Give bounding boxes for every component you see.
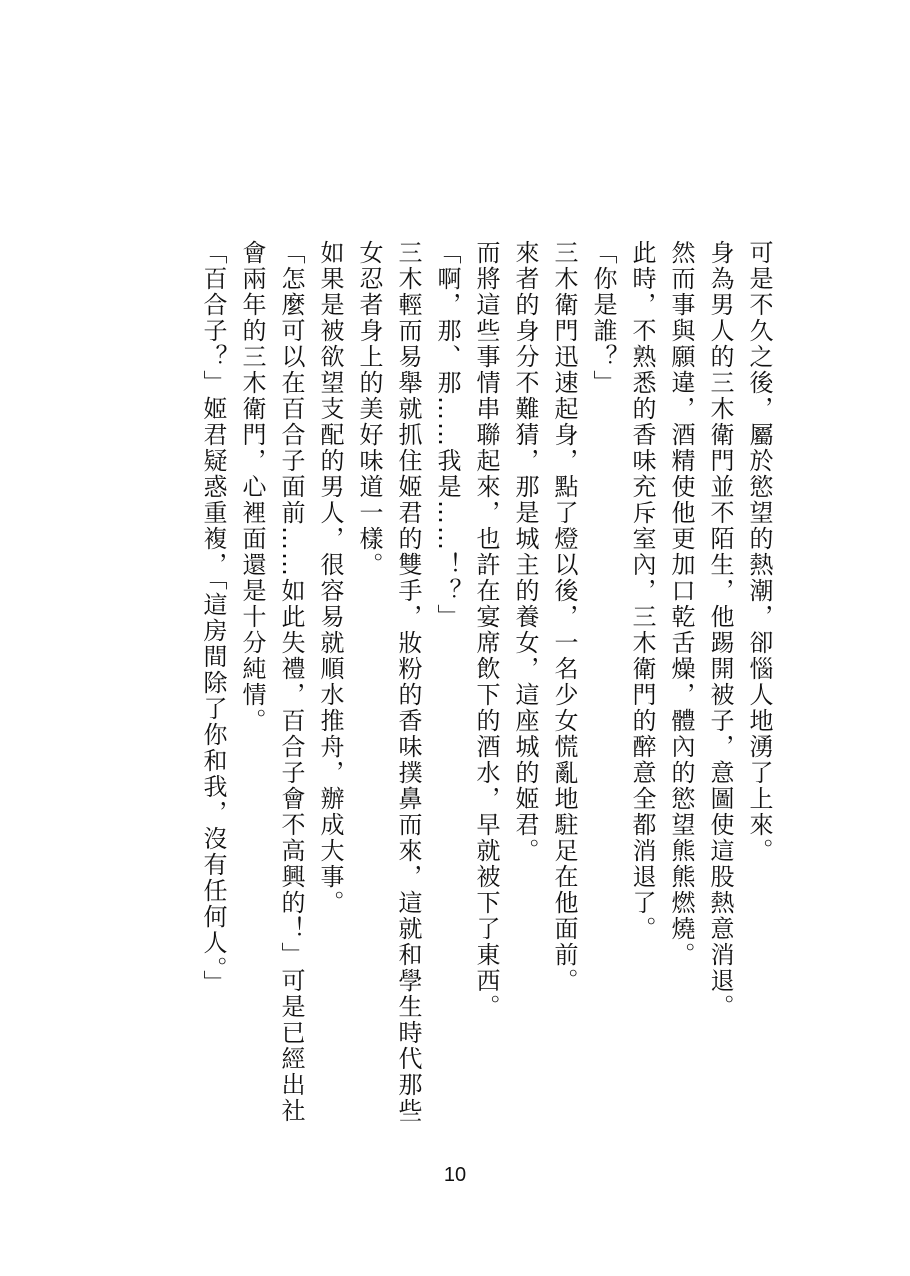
paragraph: 而將這些事情串聯起來，也許在宴席飲下的酒水，早就被下了東西。 xyxy=(472,240,500,1020)
paragraph: 三木輕而易舉就抓住姬君的雙手，妝粉的香味撲鼻而來，這就和學生時代那些女忍者身上的美好味道一樣。 xyxy=(355,240,422,1124)
paragraph: 可是不久之後，屬於慾望的熱潮，卻惱人地湧了上來。 xyxy=(745,240,773,864)
paragraph: 如果是被欲望支配的男人，很容易就順水推舟，辦成大事。 xyxy=(316,240,344,916)
paragraph: 來者的身分不難猜，那是城主的養女，這座城的姬君。 xyxy=(511,240,539,864)
paragraph: 身為男人的三木衛門並不陌生，他踢開被子，意圖使這股熱意消退。 xyxy=(706,240,734,1020)
paragraph: 「啊，那、那……我是……！？」 xyxy=(433,240,461,630)
paragraph: 「你是誰？」 xyxy=(589,240,617,396)
paragraph: 「怎麼可以在百合子面前……如此失禮，百合子會不高興的！」可是已經出社會兩年的三木衛門，心裡面還是十分純情。 xyxy=(238,240,305,1124)
page-number: 10 xyxy=(443,1164,467,1186)
vertical-text-body xyxy=(193,240,778,1140)
paragraph: 此時，不熟悉的香味充斥室內，三木衛門的醉意全都消退了。 xyxy=(628,240,656,942)
paragraph: 三木衛門迅速起身，點了燈以後，一名少女慌亂地駐足在他面前。 xyxy=(550,240,578,994)
paragraph: 「百合子？」姬君疑惑重複，「這房間除了你和我，沒有任何人。」 xyxy=(199,240,227,996)
paragraph: 然而事與願違，酒精使他更加口乾舌燥，體內的慾望熊熊燃燒。 xyxy=(667,240,695,968)
